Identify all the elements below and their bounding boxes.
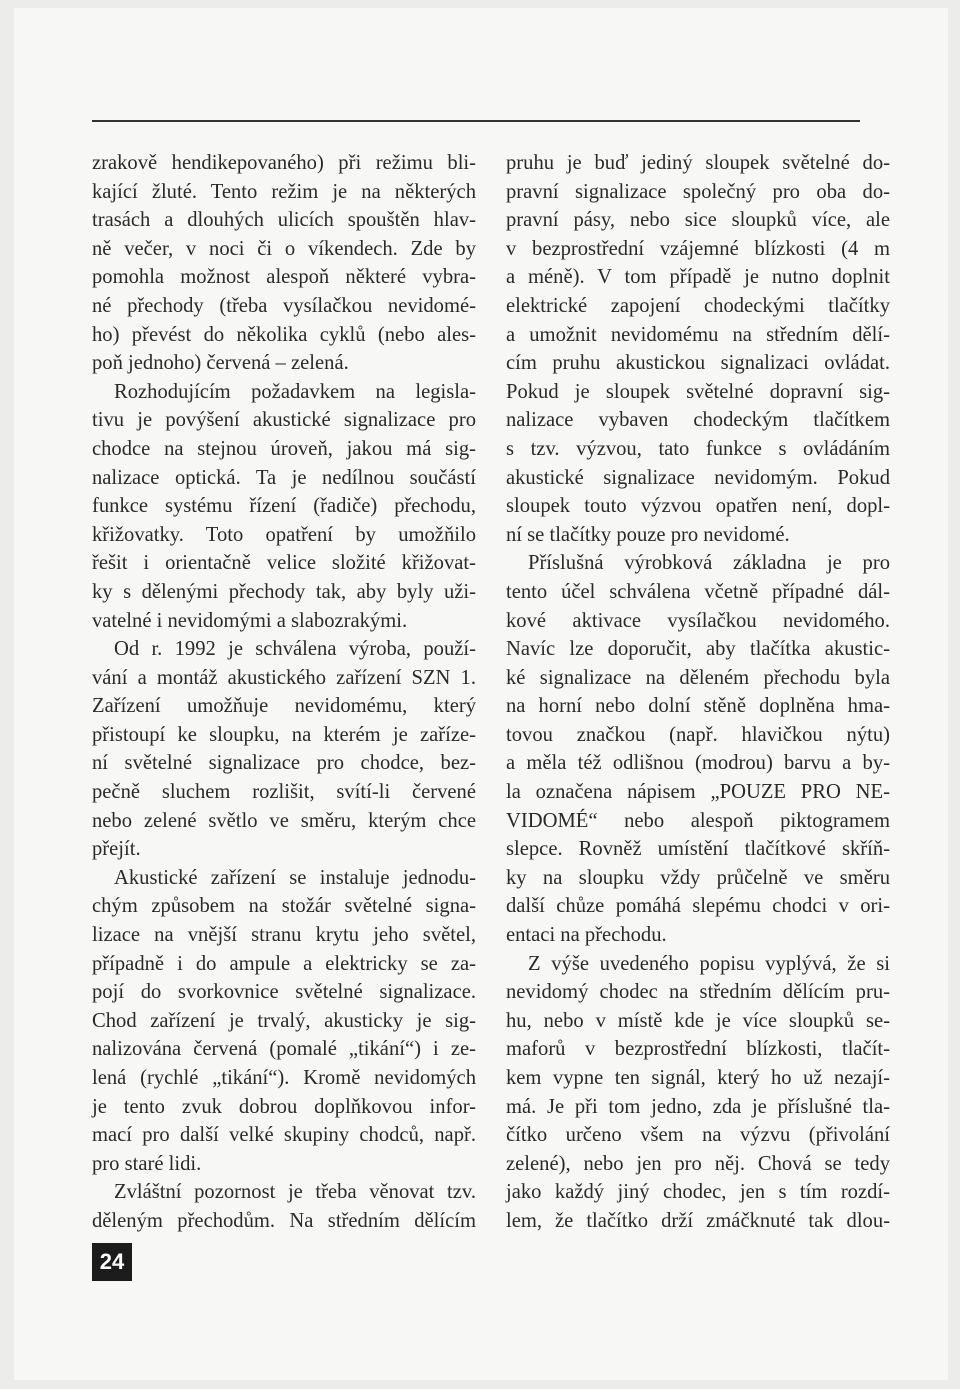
left-column-text-line: nalizace optická. Ta je nedílnou součástí xyxy=(92,466,476,489)
left-column-text-line: zrakově hendikepovaného) při režimu bli- xyxy=(92,152,476,174)
left-column-text-line: Rozhodujícím požadavkem na legisla- xyxy=(114,380,476,403)
left-column-text-line: je tento zvuk dobrou doplňkovou infor- xyxy=(92,1095,476,1118)
left-column-text-line: chodce na stejnou úroveň, jakou má sig- xyxy=(92,437,476,460)
right-text-column xyxy=(506,149,890,1236)
left-column-text-line: Chod zařízení je trvalý, akusticky je sig- xyxy=(92,1009,476,1032)
right-column-text-line: hu, nebo v místě kde je více sloupků se- xyxy=(506,1009,890,1032)
right-column-text-line: další chůze pomáhá slepému chodci v ori- xyxy=(506,895,890,918)
left-column-text-line: nebo zelené světlo ve směru, kterým chce xyxy=(92,809,476,832)
right-column-text-line: akustické signalizace nevidomým. Pokud xyxy=(506,466,890,489)
left-column-text-line: pomohla možnost alespoň některé vybra- xyxy=(92,266,476,289)
left-column-text-line: né přechody (třeba vysílačkou nevidomé- xyxy=(92,294,476,317)
right-column-text-line: kem vypne ten signál, který ho už nezají- xyxy=(506,1067,890,1089)
right-column-text-line: la označena nápisem „POUZE PRO NE- xyxy=(506,781,890,804)
left-text-column xyxy=(92,149,476,1236)
right-column-text-line: elektrické zapojení chodeckými tlačítky xyxy=(506,294,890,317)
right-column-text-line: Z výše uvedeného popisu vyplývá, že si xyxy=(528,952,890,975)
left-column-text-line: mací pro další velké skupiny chodců, např. xyxy=(92,1124,476,1147)
right-column-text-line: čítko určeno všem na výzvu (přivolání xyxy=(506,1124,890,1147)
right-column-text-line: pravní signalizace společný pro oba do- xyxy=(506,180,890,203)
right-column-text-line: s tzv. výzvou, tato funkce s ovládáním xyxy=(506,437,890,460)
right-column-text-line: tento účel schválena včetně případné dál- xyxy=(506,580,890,603)
left-column-text-line: funkce systému řízení (řadiče) přechodu, xyxy=(92,495,476,518)
left-column-text-line: ní světelné signalizace pro chodce, bez- xyxy=(92,752,476,775)
right-column-text-line: zelené), nebo jen pro něj. Chová se tedy xyxy=(506,1152,890,1175)
left-column-text-line: ky s dělenými přechody tak, aby byly uži- xyxy=(92,580,476,603)
right-column-text-line: pruhu je buď jediný sloupek světelné do- xyxy=(506,152,890,174)
right-column-text-line: kové aktivace vysílačkou nevidomého. xyxy=(506,609,890,632)
left-column-text-line: řešit i orientačně velice složité křižovat- xyxy=(92,552,476,575)
left-column-text-line: ně večer, v noci či o víkendech. Zde by xyxy=(92,237,476,260)
right-column-text-line: slepce. Rovněž umístění tlačítkové skříň- xyxy=(506,838,890,861)
right-column-text-line: jako každý jiný chodec, jen s tím rozdí- xyxy=(506,1181,890,1204)
left-column-text-line: ho) převést do několika cyklů (nebo ales- xyxy=(92,323,476,346)
right-column-text-line: ky na sloupku vždy průčelně ve směru xyxy=(506,866,890,889)
right-column-text-line: ké signalizace na děleném přechodu byla xyxy=(506,666,890,689)
left-column-text-line: tivu je povýšení akustické signalizace pro xyxy=(92,409,476,432)
left-column-text-line: přejít. xyxy=(92,838,141,861)
right-column-text-line: na horní nebo dolní stěně doplněna hma- xyxy=(506,695,890,718)
left-column-text-line: křižovatky. Toto opatření by umožňilo xyxy=(92,523,476,546)
right-column-text-line: v bezprostřední vzájemné blízkosti (4 m xyxy=(506,237,890,260)
left-column-text-line: Zařízení umožňuje nevidomému, který xyxy=(92,695,476,718)
right-column-text-line: maforů v bezprostřední blízkosti, tlačít- xyxy=(506,1038,890,1061)
right-column-text-line: a umožnit nevidomému na středním dělí- xyxy=(506,323,890,346)
header-rule xyxy=(92,120,860,122)
right-column-text-line: cím pruhu akustickou signalizaci ovládat. xyxy=(506,352,890,375)
left-column-text-line: Zvláštní pozornost je třeba věnovat tzv. xyxy=(114,1181,476,1204)
page-number: 24 xyxy=(92,1243,132,1281)
left-column-text-line: lená (rychlé „tikání“). Kromě nevidomých xyxy=(92,1067,476,1089)
left-column-text-line: chým způsobem na stožár světelné signa- xyxy=(92,895,476,918)
right-column-text-line: ní se tlačítky pouze pro nevidomé. xyxy=(506,523,790,546)
left-column-text-line: poň jednoho) červená – zelená. xyxy=(92,352,349,375)
left-column-text-line: pojí do svorkovnice světelné signalizace. xyxy=(92,981,476,1004)
left-column-text-line: přistoupí ke sloupku, na kterém je zaříze- xyxy=(92,723,476,746)
left-column-text-line: případně i do ampule a elektricky se za- xyxy=(92,952,476,975)
right-column-text-line: Navíc lze doporučit, aby tlačítka akustic- xyxy=(506,638,890,661)
right-column-text-line: Pokud je sloupek světelné dopravní sig- xyxy=(506,380,890,403)
left-column-text-line: pro staré lidi. xyxy=(92,1152,202,1175)
left-column-text-line: nalizována červená (pomalé „tikání“) i ze- xyxy=(92,1038,476,1061)
left-column-text-line: lizace na vnější stranu krytu jeho světel, xyxy=(92,924,476,947)
left-column-text-line: kající žluté. Tento režim je na některých xyxy=(92,180,476,203)
left-column-text-line: vatelné i nevidomými a slabozrakými. xyxy=(92,609,408,632)
left-column-text-line: vání a montáž akustického zařízení SZN 1. xyxy=(92,666,476,689)
left-column-text-line: děleným přechodům. Na středním dělícím xyxy=(92,1209,476,1232)
right-column-text-line: a méně). V tom případě je nutno doplnit xyxy=(506,266,890,289)
left-column-text-line: pečně sluchem rozlišit, svítí-li červené xyxy=(92,781,476,804)
right-column-text-line: nalizace vybaven chodeckým tlačítkem xyxy=(506,409,890,432)
right-column-text-line: pravní pásy, nebo sice sloupků více, ale xyxy=(506,209,890,232)
right-column-text-line: tovou značkou (např. hlavičkou nýtu) xyxy=(506,723,890,746)
left-column-text-line: trasách a dlouhých ulicích spouštěn hlav- xyxy=(92,209,476,232)
right-column-text-line: má. Je při tom jedno, zda je příslušné tla- xyxy=(506,1095,890,1118)
left-column-text-line: Akustické zařízení se instaluje jednodu- xyxy=(114,866,476,889)
right-column-text-line: sloupek touto výzvou opatřen není, dopl- xyxy=(506,495,890,518)
left-column-text-line: Od r. 1992 je schválena výroba, použí- xyxy=(114,638,476,661)
right-column-text-line: Příslušná výrobková základna je pro xyxy=(528,552,890,575)
right-column-text-line: VIDOMÉ“ nebo alespoň piktogramem xyxy=(506,809,890,832)
right-column-text-line: lem, že tlačítko drží zmáčknuté tak dlou- xyxy=(506,1209,890,1232)
right-column-text-line: nevidomý chodec na středním dělícím pru- xyxy=(506,981,890,1004)
right-column-text-line: entaci na přechodu. xyxy=(506,924,667,947)
right-column-text-line: a měla též odlišnou (modrou) barvu a by- xyxy=(506,752,890,775)
